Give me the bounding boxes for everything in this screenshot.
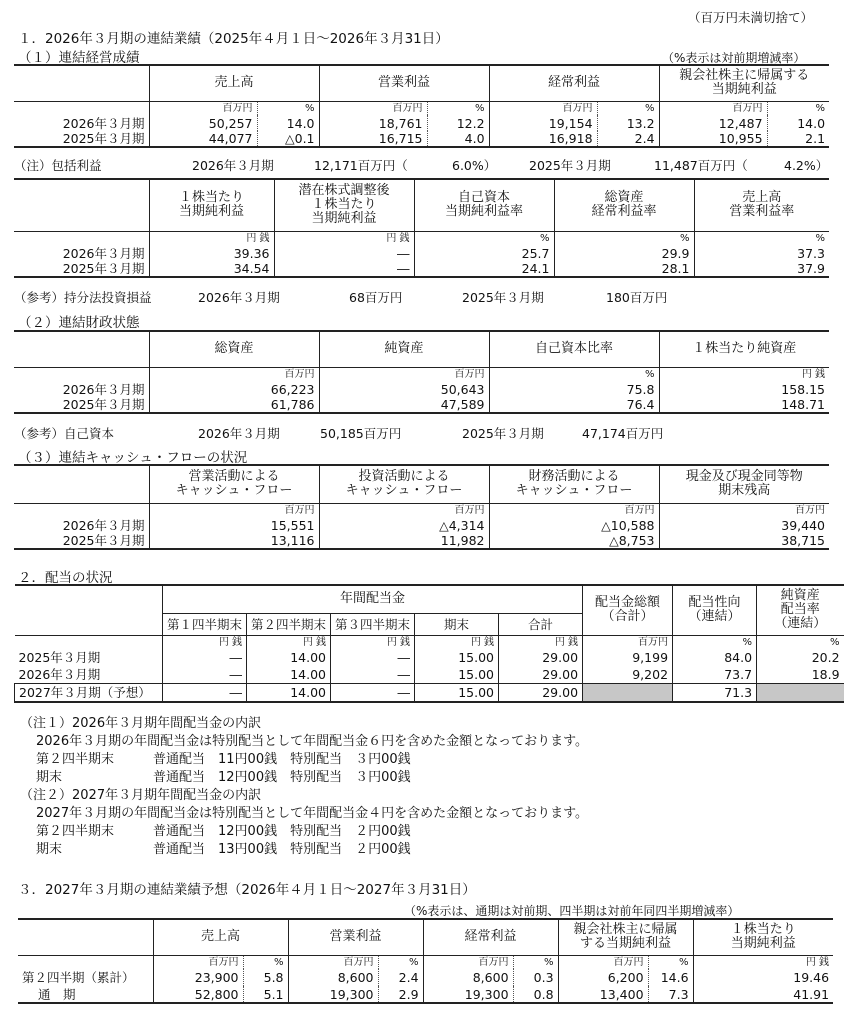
- cell-value: 2.9: [378, 986, 423, 1003]
- unit-cell: %: [694, 231, 829, 245]
- unit-cell: %: [648, 955, 693, 969]
- cell-value: 2.1: [767, 131, 829, 147]
- header-diluted-eps: 潜在株式調整後 １株当たり 当期純利益: [274, 179, 414, 231]
- cell-value: 7.3: [648, 986, 693, 1003]
- equity-method-label: （参考）持分法投資損益: [14, 290, 152, 305]
- cell-value: ―: [163, 666, 247, 683]
- cell-value: 19,300: [288, 986, 378, 1003]
- unit-cell: 百万円: [153, 955, 243, 969]
- unit-cell: 百万円: [423, 955, 513, 969]
- header-sales: 売上高: [149, 65, 319, 101]
- header-sales: 売上高: [153, 919, 288, 955]
- cell-value: 15.00: [415, 683, 499, 702]
- section-2-title: ２．配当の状況: [18, 570, 113, 586]
- subsection-financial-position: （２）連結財政状態: [18, 315, 140, 331]
- cell-value: 13,116: [149, 533, 319, 549]
- header-operating-income: 営業利益: [288, 919, 423, 955]
- cell-value: 50,643: [319, 381, 489, 397]
- unit-cell: 百万円: [319, 101, 427, 115]
- unit-cell: %: [767, 101, 829, 115]
- row-label: 2026年３月期: [18, 666, 101, 682]
- cell-value: 15.00: [415, 666, 499, 683]
- note-line: 期末 普通配当 13円00銭 特別配当 ２円00銭: [36, 842, 411, 857]
- row-label: 2026年３月期: [62, 517, 145, 533]
- cell-value-shaded: [583, 683, 673, 702]
- cell-value: 73.7: [673, 666, 757, 683]
- row-label: 2025年３月期: [18, 650, 101, 665]
- comprehensive-income-label: （注）包括利益: [14, 158, 102, 173]
- unit-cell: %: [378, 955, 423, 969]
- cell-value: 8,600: [288, 969, 378, 986]
- header-annual-dividend: 年間配当金: [163, 585, 583, 613]
- row-label: 2025年３月期: [14, 533, 149, 549]
- cell-value: 14.00: [247, 666, 331, 683]
- cell-value: 16,918: [489, 131, 597, 147]
- cell-value: 41.91: [693, 986, 833, 1003]
- header-cash-balance: 現金及び現金同等物 期末残高: [659, 465, 829, 503]
- comprehensive-income-value: 11,487百万円（: [654, 158, 748, 173]
- equity-capital-label: （参考）自己資本: [14, 426, 115, 441]
- cell-value: 0.8: [513, 986, 558, 1003]
- header-eps: １株当たり 当期純利益: [149, 179, 274, 231]
- equity-method-line: [14, 288, 834, 304]
- cell-value: 52,800: [153, 986, 243, 1003]
- unit-cell: 百万円: [149, 101, 257, 115]
- cell-value: 38,715: [659, 533, 829, 549]
- header-total-dividend: 配当金総額 （合計）: [583, 585, 673, 635]
- table-row: [18, 986, 833, 1003]
- comprehensive-income-rate: 4.2%）: [784, 158, 829, 173]
- row-label: 2026年３月期: [62, 115, 145, 131]
- subsection-operating-results: （１）連結経営成績: [18, 50, 140, 66]
- unit-cell: 円 銭: [247, 635, 331, 649]
- cell-value: 9,202: [583, 666, 673, 683]
- cell-value: 37.9: [694, 261, 829, 277]
- unit-cell: %: [243, 955, 288, 969]
- comprehensive-income-rate: 6.0%）: [452, 158, 497, 173]
- cell-value: 19.46: [693, 969, 833, 986]
- header-roa: 総資産 経常利益率: [554, 179, 694, 231]
- cell-value: △0.1: [257, 131, 319, 147]
- period-label: 2025年３月期: [462, 426, 544, 441]
- header-net-assets: 純資産: [319, 331, 489, 367]
- header-ordinary-income: 経常利益: [489, 65, 659, 101]
- cell-value: 29.9: [554, 245, 694, 261]
- header-financing-cf: 財務活動による キャッシュ・フロー: [489, 465, 659, 503]
- forecast-table: [18, 918, 833, 1004]
- cell-value: 39.36: [149, 245, 274, 261]
- cell-value: 2.4: [378, 969, 423, 986]
- cell-value: 8,600: [423, 969, 513, 986]
- header-doe: 純資産 配当率 （連結）: [757, 585, 844, 635]
- cell-value: 0.3: [513, 969, 558, 986]
- header-q2-end: 第２四半期末: [247, 613, 331, 635]
- cell-value: 5.8: [243, 969, 288, 986]
- unit-cell: 百万円: [558, 955, 648, 969]
- table-row: [14, 533, 829, 549]
- unit-cell: 百万円: [149, 503, 319, 517]
- cell-value: 34.54: [149, 261, 274, 277]
- unit-cell: %: [513, 955, 558, 969]
- note-line: （注２）2027年３月期年間配当金の内訳: [20, 788, 262, 803]
- table-row: [14, 381, 829, 397]
- row-label: 第２四半期（累計）: [22, 970, 135, 985]
- cell-value: 28.1: [554, 261, 694, 277]
- note-line: （注１）2026年３月期年間配当金の内訳: [20, 716, 262, 731]
- cell-value: 14.00: [247, 649, 331, 666]
- cell-value: 50,257: [149, 115, 257, 131]
- row-label: 2026年３月期: [62, 245, 145, 261]
- unit-cell: %: [427, 101, 489, 115]
- cell-value: 10,955: [659, 131, 767, 147]
- unit-cell: %: [489, 367, 659, 381]
- row-label: 2025年３月期: [14, 261, 149, 277]
- cell-value: ―: [274, 245, 414, 261]
- unit-cell: 百万円: [149, 367, 319, 381]
- table-row: [15, 666, 844, 683]
- section-1-title: １．2026年３月期の連結業績（2025年４月１日～2026年３月31日）: [18, 31, 449, 47]
- period-label: 2026年３月期: [198, 290, 280, 305]
- header-net-income: 親会社株主に帰属 する当期純利益: [558, 919, 693, 955]
- table-row: [14, 261, 829, 277]
- table-row: [18, 969, 833, 986]
- table-row: [15, 683, 844, 702]
- cell-value: 14.00: [247, 683, 331, 702]
- cell-value: 23,900: [153, 969, 243, 986]
- period-label: 2026年３月期: [198, 426, 280, 441]
- unit-cell: 円 銭: [274, 231, 414, 245]
- cell-value: 44,077: [149, 131, 257, 147]
- cell-value: 12.2: [427, 115, 489, 131]
- period-label: 2025年３月期: [462, 290, 544, 305]
- equity-capital-value: 47,174百万円: [582, 426, 664, 441]
- equity-capital-line: [14, 424, 834, 440]
- cell-value: 19,300: [423, 986, 513, 1003]
- period-label: 2026年３月期: [192, 158, 274, 173]
- dividends-table: [14, 584, 844, 703]
- note-line: 2026年３月期の年間配当金は特別配当として年間配当金６円を含めた金額となっております。: [36, 734, 589, 749]
- cell-value: 15,551: [149, 517, 319, 533]
- unit-cell: 百万円: [489, 101, 597, 115]
- cell-value: 5.1: [243, 986, 288, 1003]
- cell-value: 14.0: [257, 115, 319, 131]
- subsection-cash-flows: （３）連結キャッシュ・フローの状況: [18, 450, 248, 466]
- unit-cell: 円 銭: [331, 635, 415, 649]
- header-eps: １株当たり 当期純利益: [693, 919, 833, 955]
- unit-cell: 円 銭: [149, 231, 274, 245]
- cell-value: ―: [331, 683, 415, 702]
- cell-value: 24.1: [414, 261, 554, 277]
- unit-cell: 百万円: [288, 955, 378, 969]
- cell-value: 13,400: [558, 986, 648, 1003]
- operating-results-table: [14, 64, 829, 148]
- section-3-title: ３．2027年３月期の連結業績予想（2026年４月１日～2027年３月31日）: [18, 882, 476, 898]
- equity-method-value: 180百万円: [606, 290, 668, 305]
- header-year-end: 期末: [415, 613, 499, 635]
- table-row: [15, 649, 844, 666]
- unit-cell: %: [414, 231, 554, 245]
- note-line: 第２四半期末 普通配当 11円00銭 特別配当 ３円00銭: [36, 752, 411, 767]
- table-row: [14, 115, 829, 131]
- header-q1-end: 第１四半期末: [163, 613, 247, 635]
- forecast-percent-note: （%表示は、通期は対前期、四半期は対前年同四半期増減率）: [404, 904, 740, 918]
- cell-value: ―: [331, 649, 415, 666]
- cell-value: 158.15: [659, 381, 829, 397]
- cell-value: 18.9: [757, 666, 844, 683]
- cell-value: 18,761: [319, 115, 427, 131]
- cell-value: 29.00: [499, 666, 583, 683]
- cell-value-shaded: [757, 683, 844, 702]
- cell-value: 37.3: [694, 245, 829, 261]
- header-net-income: 親会社株主に帰属する 当期純利益: [659, 65, 829, 101]
- cell-value: 2.4: [597, 131, 659, 147]
- row-label: 2027年３月期（予想）: [15, 683, 163, 702]
- unit-cell: %: [597, 101, 659, 115]
- comprehensive-income-value: 12,171百万円（: [314, 158, 408, 173]
- cell-value: 29.00: [499, 649, 583, 666]
- unit-cell: 円 銭: [163, 635, 247, 649]
- unit-cell: %: [757, 635, 844, 649]
- unit-cell: 百万円: [319, 367, 489, 381]
- unit-cell: %: [673, 635, 757, 649]
- cell-value: △10,588: [489, 517, 659, 533]
- row-label: 通 期: [18, 986, 153, 1003]
- note-line: 第２四半期末 普通配当 12円00銭 特別配当 ２円00銭: [36, 824, 411, 839]
- header-q3-end: 第３四半期末: [331, 613, 415, 635]
- cell-value: 76.4: [489, 397, 659, 413]
- table-row: [14, 131, 829, 147]
- cell-value: 11,982: [319, 533, 489, 549]
- note-line: 2027年３月期の年間配当金は特別配当として年間配当金４円を含めた金額となっております。: [36, 806, 589, 821]
- row-label: 2026年３月期: [62, 381, 145, 397]
- header-equity-ratio: 自己資本比率: [489, 331, 659, 367]
- header-roe: 自己資本 当期純利益率: [414, 179, 554, 231]
- cell-value: 148.71: [659, 397, 829, 413]
- table-row: [14, 517, 829, 533]
- cell-value: 25.7: [414, 245, 554, 261]
- unit-cell: 百万円: [319, 503, 489, 517]
- note-line: 期末 普通配当 12円00銭 特別配当 ３円00銭: [36, 770, 411, 785]
- unit-note: （百万円未満切捨て）: [688, 10, 814, 25]
- cell-value: △4,314: [319, 517, 489, 533]
- per-share-table: [14, 178, 829, 278]
- unit-cell: 円 銭: [659, 367, 829, 381]
- cell-value: 4.0: [427, 131, 489, 147]
- header-operating-income: 営業利益: [319, 65, 489, 101]
- unit-cell: 百万円: [489, 503, 659, 517]
- cell-value: ―: [331, 666, 415, 683]
- cell-value: 39,440: [659, 517, 829, 533]
- cell-value: 16,715: [319, 131, 427, 147]
- cell-value: △8,753: [489, 533, 659, 549]
- unit-cell: %: [554, 231, 694, 245]
- cash-flow-table: [14, 464, 829, 550]
- cell-value: 66,223: [149, 381, 319, 397]
- cell-value: 6,200: [558, 969, 648, 986]
- cell-value: ―: [163, 649, 247, 666]
- cell-value: 9,199: [583, 649, 673, 666]
- equity-capital-value: 50,185百万円: [320, 426, 402, 441]
- cell-value: ―: [274, 261, 414, 277]
- financial-position-table: [14, 330, 829, 414]
- header-investing-cf: 投資活動による キャッシュ・フロー: [319, 465, 489, 503]
- row-label: 2025年３月期: [14, 397, 149, 413]
- unit-cell: 円 銭: [499, 635, 583, 649]
- unit-cell: 円 銭: [415, 635, 499, 649]
- header-total: 合計: [499, 613, 583, 635]
- header-total-assets: 総資産: [149, 331, 319, 367]
- unit-cell: 百万円: [583, 635, 673, 649]
- cell-value: 71.3: [673, 683, 757, 702]
- unit-cell: 百万円: [659, 503, 829, 517]
- cell-value: 14.0: [767, 115, 829, 131]
- percent-note: （%表示は対前期増減率）: [662, 51, 806, 65]
- cell-value: 84.0: [673, 649, 757, 666]
- header-bps: １株当たり純資産: [659, 331, 829, 367]
- cell-value: 12,487: [659, 115, 767, 131]
- cell-value: 15.00: [415, 649, 499, 666]
- cell-value: 29.00: [499, 683, 583, 702]
- cell-value: 19,154: [489, 115, 597, 131]
- header-operating-margin: 売上高 営業利益率: [694, 179, 829, 231]
- cell-value: 20.2: [757, 649, 844, 666]
- equity-method-value: 68百万円: [349, 290, 403, 305]
- cell-value: 75.8: [489, 381, 659, 397]
- header-operating-cf: 営業活動による キャッシュ・フロー: [149, 465, 319, 503]
- cell-value: 47,589: [319, 397, 489, 413]
- period-label: 2025年３月期: [529, 158, 611, 173]
- cell-value: 13.2: [597, 115, 659, 131]
- header-payout-ratio: 配当性向 （連結）: [673, 585, 757, 635]
- unit-cell: 円 銭: [693, 955, 833, 969]
- row-label: 2025年３月期: [14, 131, 149, 147]
- unit-cell: %: [257, 101, 319, 115]
- header-ordinary-income: 経常利益: [423, 919, 558, 955]
- comprehensive-income-line: [14, 156, 834, 172]
- cell-value: ―: [163, 683, 247, 702]
- table-row: [14, 245, 829, 261]
- unit-cell: 百万円: [659, 101, 767, 115]
- cell-value: 61,786: [149, 397, 319, 413]
- table-row: [14, 397, 829, 413]
- cell-value: 14.6: [648, 969, 693, 986]
